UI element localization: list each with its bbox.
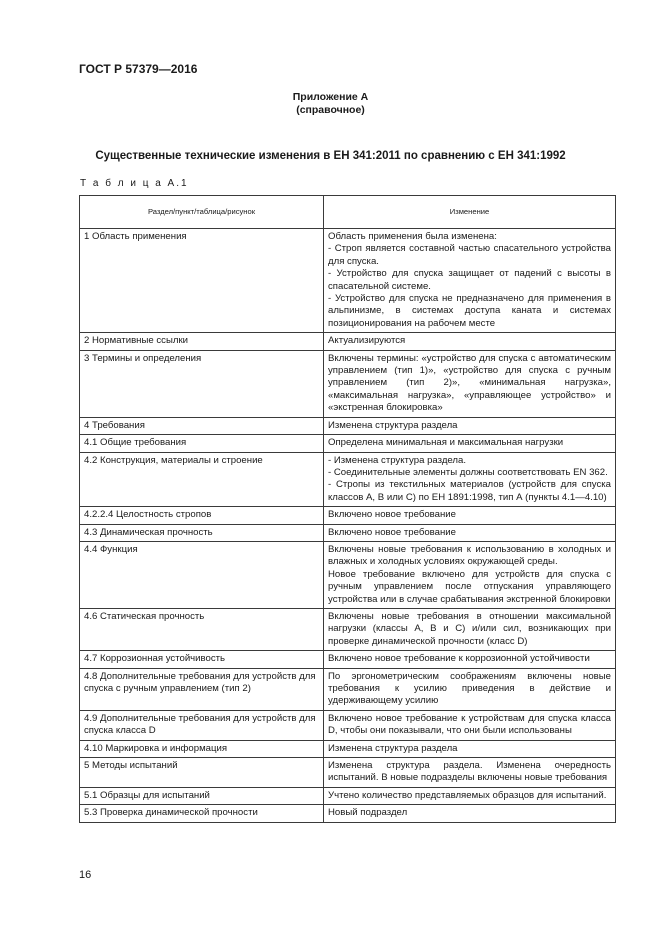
row-change-cell	[324, 541, 616, 608]
table-row	[80, 758, 616, 788]
table-row	[80, 541, 616, 608]
table-row	[80, 452, 616, 507]
row-section-cell: 2 Нормативные ссылки	[80, 333, 324, 350]
change-line: - Стропы из текстильных материалов (устройств для спуска классов А, В или С) по ЕН 1891:1998, тип А (пункты 4.1—4.10)	[328, 479, 611, 503]
change-line: - Строп является составной частью спасательного устройства для спуска.	[328, 243, 611, 267]
change-line: Определена минимальная и максимальная нагрузки	[328, 437, 564, 449]
row-section-cell: 4.10 Маркировка и информация	[80, 740, 324, 757]
row-section-cell: 3 Термины и определения	[80, 350, 324, 417]
change-line: Новый подраздел	[328, 807, 408, 819]
appendix-subtitle: (справочное)	[296, 104, 365, 116]
table-label: Т а б л и ц а А.1	[80, 178, 189, 189]
row-section-cell: 5.1 Образцы для испытаний	[80, 787, 324, 804]
row-change-cell	[324, 417, 616, 434]
row-change-cell	[324, 787, 616, 804]
change-line: Учтено количество представляемых образцов для испытаний.	[328, 789, 607, 801]
document-code: ГОСТ Р 57379—2016	[79, 62, 198, 76]
table-header-row	[80, 196, 616, 229]
table-row	[80, 507, 616, 524]
table-row	[80, 229, 616, 333]
row-change-cell	[324, 229, 616, 333]
change-line: - Устройство для спуска защищает от падений с высоты в спасательной системе.	[328, 268, 611, 292]
row-change-cell	[324, 740, 616, 757]
table-row	[80, 435, 616, 452]
table-row	[80, 524, 616, 541]
change-line: Включено новое требование	[328, 509, 456, 521]
row-section-cell: 4 Требования	[80, 417, 324, 434]
table-row	[80, 350, 616, 417]
row-section-cell: 4.8 Дополнительные требования для устройств для спуска с ручным управлением (тип 2)	[80, 668, 324, 710]
table-row	[80, 333, 616, 350]
change-line: По эргонометрическим соображениям включены новые требования к усилию приведения в действие и удерживающему усилию	[328, 670, 611, 707]
row-change-cell	[324, 608, 616, 650]
column-header-change: Изменение	[324, 196, 616, 229]
change-line: Включены новые требования в отношении максимальной нагрузки (классы А, В и С) и/или сил, возникающих при проверке динамической прочности (класс D)	[328, 610, 611, 647]
row-change-cell	[324, 710, 616, 740]
section-heading: Существенные технические изменения в ЕН 341:2011 по сравнению с ЕН 341:1992	[95, 150, 566, 162]
row-section-cell: 4.2 Конструкция, материалы и строение	[80, 452, 324, 507]
change-line: Актуализируются	[328, 335, 406, 347]
change-line: Новое требование включено для устройств для спуска с ручным управлением после отпускания управляющего устройства или в случае срабатывания экстренной блокировки	[328, 568, 611, 605]
row-section-cell: 5.3 Проверка динамической прочности	[80, 805, 324, 822]
row-section-cell: 4.7 Коррозионная устойчивость	[80, 651, 324, 668]
row-change-cell	[324, 651, 616, 668]
row-change-cell	[324, 524, 616, 541]
change-line: Изменена структура раздела	[328, 419, 458, 431]
change-line: - Изменена структура раздела.	[328, 454, 467, 466]
change-line: Включено новое требование к устройствам для спуска класса D, чтобы они показывали, что они были использованы	[328, 712, 611, 737]
row-section-cell: 4.1 Общие требования	[80, 435, 324, 452]
row-change-cell	[324, 668, 616, 710]
change-line: Включены термины: «устройство для спуска с автоматическим управлением (тип 1)», «устройство для спуска с ручным управлением (тип 2)», «минимальная нагрузка», «максимальная нагрузка», «управляющее устройство» и «экстренная блокировка»	[328, 352, 611, 414]
row-change-cell	[324, 758, 616, 788]
change-line: - Соединительные элементы должны соответствовать ЕN 362.	[328, 466, 608, 478]
row-change-cell	[324, 452, 616, 507]
change-line: - Устройство для спуска не предназначено для применения в альпинизме, в системах доступа каната и системах позиционирования на рабочем месте	[328, 293, 611, 329]
appendix-title-block	[0, 91, 661, 117]
change-line: Включено новое требование	[328, 526, 456, 538]
table-body	[80, 229, 616, 823]
table-row	[80, 787, 616, 804]
change-line: Включено новое требование к коррозионной устойчивости	[328, 653, 590, 665]
appendix-title: Приложение А	[292, 91, 369, 103]
row-section-cell: 4.3 Динамическая прочность	[80, 524, 324, 541]
changes-table	[79, 195, 616, 823]
column-header-section: Раздел/пункт/таблица/рисунок	[80, 196, 324, 229]
change-line: Изменена структура раздела. Изменена очередность испытаний. В новые подразделы включены новые требования	[328, 760, 611, 784]
row-change-cell	[324, 805, 616, 822]
change-line: Область применения была изменена:	[328, 231, 497, 242]
table-row	[80, 805, 616, 822]
row-section-cell: 4.9 Дополнительные требования для устройств для спуска класса D	[80, 710, 324, 740]
table-row	[80, 608, 616, 650]
row-section-cell: 4.6 Статическая прочность	[80, 608, 324, 650]
change-line: Включены новые требования к использованию в холодных и влажных и холодных условиях окружающей среды.	[328, 543, 611, 568]
table-row	[80, 710, 616, 740]
table-row	[80, 740, 616, 757]
row-change-cell	[324, 333, 616, 350]
table-row	[80, 651, 616, 668]
row-section-cell: 4.4 Функция	[80, 541, 324, 608]
page-number: 16	[79, 869, 92, 881]
row-section-cell: 4.2.2.4 Целостность стропов	[80, 507, 324, 524]
row-change-cell	[324, 507, 616, 524]
change-line: Изменена структура раздела	[328, 742, 458, 754]
row-section-cell: 1 Область применения	[80, 229, 324, 333]
table-row	[80, 668, 616, 710]
row-change-cell	[324, 350, 616, 417]
row-section-cell: 5 Методы испытаний	[80, 758, 324, 788]
row-change-cell	[324, 435, 616, 452]
table-row	[80, 417, 616, 434]
